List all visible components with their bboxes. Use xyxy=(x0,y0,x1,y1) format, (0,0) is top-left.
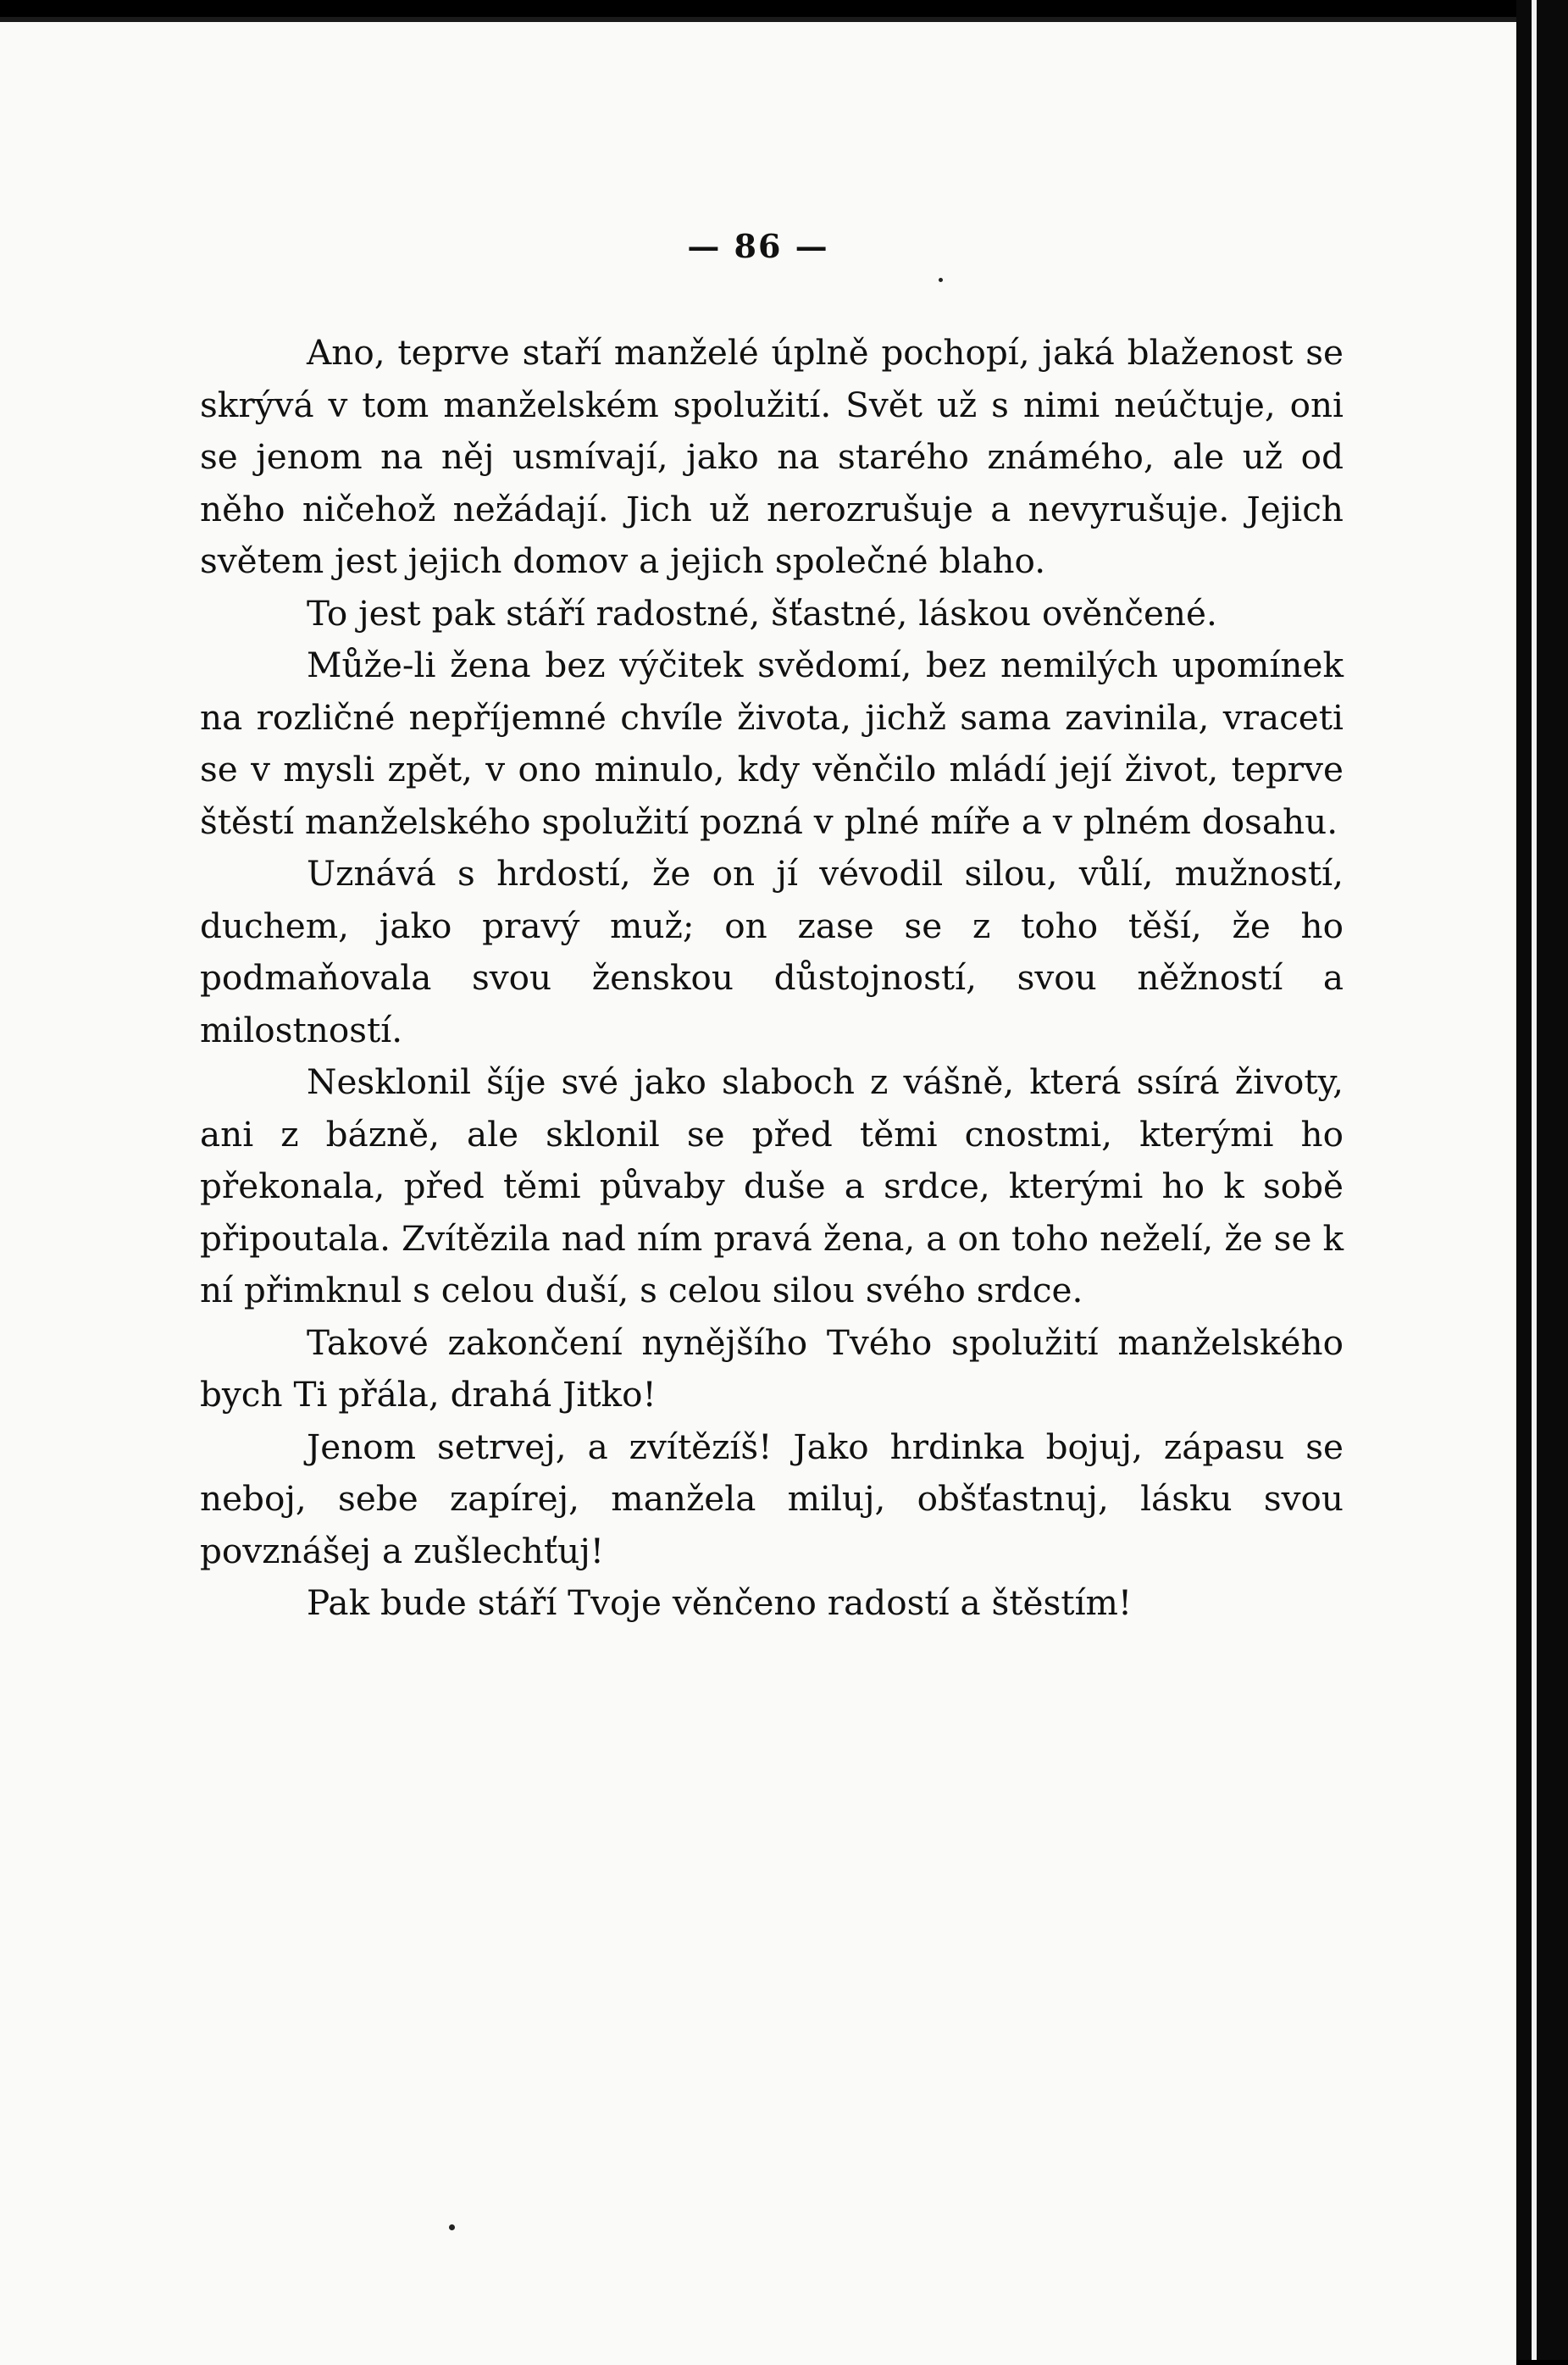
book-page xyxy=(0,17,1516,2365)
paragraph: Pak bude stáří Tvoje věnčeno radostí a štěstím! xyxy=(307,1582,1133,1623)
paragraph: Jenom setrvej, a zvítězíš! Jako hrdinka bojuj, zápasu se neboj, sebe zapírej, manžela miluj, obšťastnuj, lásku svou povznášej a zušlechťuj! xyxy=(200,1426,1344,1571)
paragraph: Takové zakončení nynějšího Tvého spolužití manželského bych Ti přála, drahá Jitko! xyxy=(200,1321,1344,1415)
paragraph: Uznává s hrdostí, že on jí vévodil silou, vůlí, mužností, duchem, jako pravý muž; on zase se z toho těší, že ho podmaňovala svou ženskou důstojností, svou něžností a milostností. xyxy=(200,853,1344,1050)
ink-speck xyxy=(939,278,943,282)
paragraph: Může-li žena bez výčitek svědomí, bez nemilých upomínek na rozličné nepříjemné chvíle života, jichž sama zavinila, vraceti se v mysli zpět, v ono minulo, kdy věnčilo mládí její život, teprve štěstí manželského spolužití pozná v plné míře a v plném dosahu. xyxy=(200,645,1344,842)
paragraph: To jest pak stáří radostné, šťastné, láskou ověnčené. xyxy=(307,592,1217,634)
ink-speck xyxy=(449,2224,455,2230)
page-text xyxy=(200,327,1344,1630)
page-number: — 86 — xyxy=(687,227,829,265)
paragraph: Nesklonil šíje své jako slaboch z vášně, která ssírá životy, ani z bázně, ale sklonil se před těmi cnostmi, kterými ho překonala, před těmi půvaby duše a srdce, kterými ho k sobě připoutala. Zvítězila nad ním pravá žena, a on toho neželí, že se k ní přimknul s celou duší, s celou silou svého srdce. xyxy=(200,1061,1344,1310)
scan-border xyxy=(1516,0,1568,2360)
paragraph: Ano, teprve staří manželé úplně pochopí, jaká blaženost se skrývá v tom manželském spolužití. Svět už s nimi neúčtuje, oni se jenom na něj usmívají, jako na starého známého, ale už od něho ničehož nežádají. Jich už nerozrušuje a nevyrušuje. Jejich světem jest jejich domov a jejich společné blaho. xyxy=(200,332,1344,581)
scan-border-edge xyxy=(1532,0,1537,2360)
